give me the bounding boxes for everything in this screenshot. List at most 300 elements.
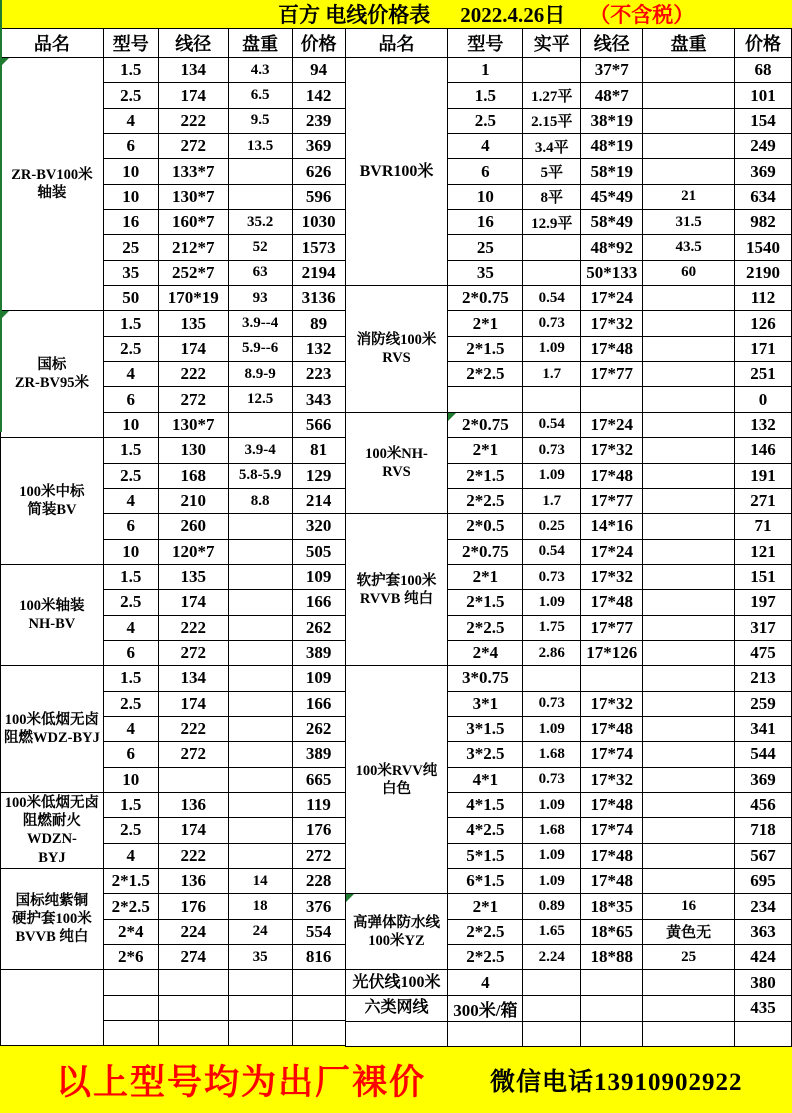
cell-left-g1-r1-c3: 132: [292, 336, 345, 361]
cell-right-g5-r2-c1: 2.24: [523, 945, 581, 970]
cell-left-g2-r2-c0: 4: [103, 488, 158, 513]
cell-left-g2-r1-c1: 168: [158, 463, 228, 488]
cell-left-g2-r0-c2: 3.9-4: [228, 438, 292, 463]
cell-right-g0-r7-c3: 43.5: [643, 235, 735, 260]
cell-left-g2-r1-c2: 5.8-5.9: [228, 463, 292, 488]
table-row: [345, 286, 791, 311]
cell-right-g1-r3-c0: 2*2.5: [448, 362, 523, 387]
cell-left-g1-r2-c3: 223: [292, 362, 345, 387]
cell-right-g0-r4-c0: 6: [448, 159, 523, 184]
cell-left-trailing-r1-c0: [103, 995, 158, 1020]
cell-right-g4-r6-c2: 17*74: [581, 818, 643, 843]
cell-right-g2-r2-c3: [643, 463, 735, 488]
cell-left-g5-r2-c3: 272: [292, 843, 345, 868]
group-name-left-g3: 100米轴装 NH-BV: [1, 564, 104, 665]
cell-right-g0-r8-c2: 50*133: [581, 260, 643, 285]
cell-left-g3-r2-c2: [228, 615, 292, 640]
cell-right-g3-r5-c3: [643, 640, 735, 665]
cell-left-g0-r3-c1: 272: [158, 134, 228, 159]
cell-right-g1-r3-c4: 251: [735, 362, 792, 387]
cell-right-g0-r6-c2: 58*49: [581, 210, 643, 235]
cell-left-g3-r1-c1: 174: [158, 590, 228, 615]
cell-left-g1-r4-c0: 10: [103, 412, 158, 437]
table-row: [345, 58, 791, 83]
table-row: [345, 514, 791, 539]
group-name-right-g4: 100米RVV纯 白色: [345, 666, 448, 894]
cell-right-trailing-r0-c2: [581, 1021, 643, 1046]
cell-right-g1-r2-c0: 2*1.5: [448, 336, 523, 361]
cell-right-g4-r6-c0: 4*2.5: [448, 818, 523, 843]
cell-left-g3-r3-c0: 6: [103, 640, 158, 665]
table-row: [1, 564, 346, 589]
cell-right-g2-r0-c4: 132: [735, 412, 792, 437]
cell-left-g1-r3-c3: 343: [292, 387, 345, 412]
cell-right-g4-r4-c3: [643, 767, 735, 792]
cell-right-g1-r4-c0: [448, 387, 523, 412]
cell-right-g5-r1-c2: 18*65: [581, 919, 643, 944]
cell-right-g3-r0-c0: 2*0.5: [448, 514, 523, 539]
cell-left-g1-r1-c0: 2.5: [103, 336, 158, 361]
cell-right-g3-r3-c0: 2*1.5: [448, 590, 523, 615]
cell-left-g1-r4-c1: 130*7: [158, 412, 228, 437]
cell-right-g1-r3-c3: [643, 362, 735, 387]
table-row: [1, 869, 346, 894]
cell-left-g1-r3-c1: 272: [158, 387, 228, 412]
cell-right-g4-r1-c4: 259: [735, 691, 792, 716]
cell-right-g4-r3-c0: 3*2.5: [448, 742, 523, 767]
cell-right-g2-r1-c2: 17*32: [581, 438, 643, 463]
group-name-right-g3: 软护套100米 RVVB 纯白: [345, 514, 448, 666]
cell-left-g0-r4-c1: 133*7: [158, 159, 228, 184]
cell-right-g1-r1-c3: [643, 311, 735, 336]
cell-right-g1-r4-c3: [643, 387, 735, 412]
cell-left-g3-r0-c1: 135: [158, 564, 228, 589]
group-name-left-g0: ZR-BV100米 轴装: [1, 58, 104, 311]
cell-left-g0-r6-c2: 35.2: [228, 210, 292, 235]
cell-left-g2-r1-c0: 2.5: [103, 463, 158, 488]
cell-left-g0-r8-c0: 35: [103, 260, 158, 285]
cell-left-g2-r3-c0: 6: [103, 514, 158, 539]
cell-right-trailing-r0-c1: [523, 1021, 581, 1046]
cell-right-g0-r5-c3: 21: [643, 184, 735, 209]
cell-right-g2-r1-c3: [643, 438, 735, 463]
cell-left-g2-r4-c3: 505: [292, 539, 345, 564]
cell-right-g4-r5-c3: [643, 792, 735, 817]
cell-left-g0-r7-c0: 25: [103, 235, 158, 260]
cell-left-g5-r1-c1: 174: [158, 818, 228, 843]
cell-right-g0-r5-c2: 45*49: [581, 184, 643, 209]
cell-left-g0-r1-c3: 142: [292, 83, 345, 108]
cell-left-g5-r1-c2: [228, 818, 292, 843]
cell-left-g3-r3-c2: [228, 640, 292, 665]
cell-right-g1-r1-c1: 0.73: [523, 311, 581, 336]
cell-left-g0-r6-c3: 1030: [292, 210, 345, 235]
cell-left-g3-r1-c0: 2.5: [103, 590, 158, 615]
cell-left-g5-r2-c1: 222: [158, 843, 228, 868]
cell-left-g5-r0-c1: 136: [158, 792, 228, 817]
cell-right-g0-r4-c2: 58*19: [581, 159, 643, 184]
group-name-left-g2: 100米中标 简装BV: [1, 438, 104, 565]
cell-left-g3-r2-c0: 4: [103, 615, 158, 640]
cell-right-g4-r2-c0: 3*1.5: [448, 716, 523, 741]
cell-right-g0-r7-c4: 1540: [735, 235, 792, 260]
cell-right-trailing-r0-c4: [735, 1021, 792, 1046]
cell-right-g1-r0-c3: [643, 286, 735, 311]
cell-right-g4-r8-c2: 17*48: [581, 869, 643, 894]
cell-right-g0-r2-c3: [643, 108, 735, 133]
cell-left-g4-r1-c3: 166: [292, 691, 345, 716]
table-row: [345, 1021, 791, 1046]
cell-right-g5-r1-c4: 363: [735, 919, 792, 944]
column-header-left-0: 品名: [1, 29, 104, 58]
cell-left-g1-r4-c3: 566: [292, 412, 345, 437]
group-name-left-g6: 国标纯紫铜 硬护套100米 BVVB 纯白: [1, 869, 104, 970]
cell-left-trailing-r0-c1: [158, 970, 228, 995]
cell-left-g4-r2-c0: 4: [103, 716, 158, 741]
cell-right-g1-r1-c2: 17*32: [581, 311, 643, 336]
cell-right-g2-r3-c4: 271: [735, 488, 792, 513]
cell-left-g4-r2-c3: 262: [292, 716, 345, 741]
cell-left-trailing-r2-c0: [103, 1021, 158, 1046]
cell-right-g6-r0-c1: [523, 970, 581, 995]
cell-left-g1-r0-c1: 135: [158, 311, 228, 336]
cell-right-g3-r4-c0: 2*2.5: [448, 615, 523, 640]
cell-left-g5-r2-c2: [228, 843, 292, 868]
cell-left-g2-r4-c1: 120*7: [158, 539, 228, 564]
cell-right-g0-r5-c4: 634: [735, 184, 792, 209]
cell-right-g1-r2-c2: 17*48: [581, 336, 643, 361]
cell-left-g0-r1-c0: 2.5: [103, 83, 158, 108]
cell-left-g4-r3-c3: 389: [292, 742, 345, 767]
cell-right-g3-r1-c2: 17*24: [581, 539, 643, 564]
cell-right-g5-r0-c4: 234: [735, 894, 792, 919]
cell-right-g5-r0-c2: 18*35: [581, 894, 643, 919]
cell-right-g4-r0-c3: [643, 666, 735, 691]
cell-right-g4-r6-c3: [643, 818, 735, 843]
cell-left-g6-r0-c3: 228: [292, 869, 345, 894]
cell-right-g4-r7-c4: 567: [735, 843, 792, 868]
title-date: 2022.4.26日: [460, 3, 566, 27]
cell-left-g6-r0-c0: 2*1.5: [103, 869, 158, 894]
column-header-right-5: 价格: [735, 29, 792, 58]
table-row: [1, 438, 346, 463]
cell-right-g3-r2-c0: 2*1: [448, 564, 523, 589]
cell-left-g2-r3-c2: [228, 514, 292, 539]
cell-left-g2-r4-c2: [228, 539, 292, 564]
cell-right-g0-r7-c2: 48*92: [581, 235, 643, 260]
cell-right-g6-r0-c0: 4: [448, 970, 523, 995]
cell-left-trailing-r2-c3: [292, 1021, 345, 1046]
cell-left-g3-r0-c2: [228, 564, 292, 589]
cell-left-g2-r4-c0: 10: [103, 539, 158, 564]
cell-right-g3-r5-c4: 475: [735, 640, 792, 665]
cell-left-g0-r9-c3: 3136: [292, 286, 345, 311]
cell-right-g0-r6-c1: 12.9平: [523, 210, 581, 235]
group-name-right-g6: 光伏线100米: [345, 970, 448, 995]
cell-right-g1-r2-c1: 1.09: [523, 336, 581, 361]
cell-left-trailing-r0-c0: [103, 970, 158, 995]
cell-right-g4-r5-c1: 1.09: [523, 792, 581, 817]
cell-right-g1-r3-c1: 1.7: [523, 362, 581, 387]
cell-right-g4-r7-c0: 5*1.5: [448, 843, 523, 868]
cell-right-g3-r3-c1: 1.09: [523, 590, 581, 615]
cell-right-g3-r5-c0: 2*4: [448, 640, 523, 665]
cell-left-g0-r5-c2: [228, 184, 292, 209]
cell-right-g0-r8-c3: 60: [643, 260, 735, 285]
cell-right-g0-r5-c1: 8平: [523, 184, 581, 209]
cell-left-g0-r7-c3: 1573: [292, 235, 345, 260]
cell-left-g0-r4-c2: [228, 159, 292, 184]
cell-right-g4-r3-c2: 17*74: [581, 742, 643, 767]
cell-right-g2-r2-c4: 191: [735, 463, 792, 488]
cell-right-g0-r8-c4: 2190: [735, 260, 792, 285]
cell-left-g0-r1-c1: 174: [158, 83, 228, 108]
cell-right-g3-r5-c1: 2.86: [523, 640, 581, 665]
cell-right-g5-r1-c0: 2*2.5: [448, 919, 523, 944]
cell-right-g3-r2-c1: 0.73: [523, 564, 581, 589]
cell-left-g2-r2-c2: 8.8: [228, 488, 292, 513]
cell-right-g0-r4-c1: 5平: [523, 159, 581, 184]
cell-right-g3-r1-c1: 0.54: [523, 539, 581, 564]
cell-left-g6-r0-c2: 14: [228, 869, 292, 894]
cell-left-g6-r1-c3: 376: [292, 894, 345, 919]
group-name-left-trailing: [1, 970, 104, 1046]
cell-right-g4-r8-c3: [643, 869, 735, 894]
table-row: [1, 58, 346, 83]
cell-right-g4-r8-c1: 1.09: [523, 869, 581, 894]
cell-left-g4-r0-c0: 1.5: [103, 666, 158, 691]
cell-right-g7-r0-c4: 435: [735, 995, 792, 1021]
cell-right-g0-r6-c4: 982: [735, 210, 792, 235]
table-row: [1, 792, 346, 817]
cell-right-g6-r0-c3: [643, 970, 735, 995]
cell-right-g5-r0-c1: 0.89: [523, 894, 581, 919]
cell-right-trailing-r0-c0: [448, 1021, 523, 1046]
cell-right-g4-r1-c2: 17*32: [581, 691, 643, 716]
cell-right-g0-r2-c4: 154: [735, 108, 792, 133]
cell-right-g0-r3-c0: 4: [448, 134, 523, 159]
cell-right-g3-r3-c3: [643, 590, 735, 615]
cell-right-g4-r4-c1: 0.73: [523, 767, 581, 792]
column-header-left-2: 线径: [158, 29, 228, 58]
cell-right-g4-r5-c4: 456: [735, 792, 792, 817]
cell-right-g3-r5-c2: 17*126: [581, 640, 643, 665]
cell-right-g0-r8-c0: 35: [448, 260, 523, 285]
cell-left-g6-r2-c3: 554: [292, 919, 345, 944]
cell-left-g2-r2-c3: 214: [292, 488, 345, 513]
screen-edge-artifact: [0, 0, 2, 432]
cell-left-g1-r2-c2: 8.9-9: [228, 362, 292, 387]
group-name-right-g5: 高弹体防水线 100米YZ: [345, 894, 448, 970]
cell-left-g4-r4-c0: 10: [103, 767, 158, 792]
cell-right-g4-r5-c2: 17*48: [581, 792, 643, 817]
cell-left-g0-r0-c2: 4.3: [228, 58, 292, 83]
cell-left-g2-r0-c3: 81: [292, 438, 345, 463]
cell-left-g2-r1-c3: 129: [292, 463, 345, 488]
cell-right-g0-r2-c0: 2.5: [448, 108, 523, 133]
group-name-right-trailing: [345, 1021, 448, 1046]
cell-right-g0-r8-c1: [523, 260, 581, 285]
cell-right-g3-r0-c2: 14*16: [581, 514, 643, 539]
cell-right-g3-r2-c2: 17*32: [581, 564, 643, 589]
cell-right-g2-r3-c2: 17*77: [581, 488, 643, 513]
cell-left-g1-r0-c3: 89: [292, 311, 345, 336]
cell-left-g0-r3-c2: 13.5: [228, 134, 292, 159]
column-header-left-4: 价格: [292, 29, 345, 58]
cell-left-g6-r2-c2: 24: [228, 919, 292, 944]
cell-left-g4-r0-c1: 134: [158, 666, 228, 691]
cell-left-g1-r0-c2: 3.9--4: [228, 311, 292, 336]
cell-right-g3-r0-c3: [643, 514, 735, 539]
cell-left-g4-r4-c1: [158, 767, 228, 792]
cell-left-trailing-r0-c3: [292, 970, 345, 995]
cell-right-g3-r3-c2: 17*48: [581, 590, 643, 615]
column-header-left-1: 型号: [103, 29, 158, 58]
cell-left-g2-r0-c1: 130: [158, 438, 228, 463]
cell-right-g3-r0-c1: 0.25: [523, 514, 581, 539]
cell-right-g2-r0-c0: 2*0.75: [448, 412, 523, 437]
cell-right-g0-r6-c3: 31.5: [643, 210, 735, 235]
cell-right-g0-r1-c2: 48*7: [581, 83, 643, 108]
cell-right-g1-r2-c4: 171: [735, 336, 792, 361]
cell-left-g2-r3-c3: 320: [292, 514, 345, 539]
cell-right-g4-r7-c2: 17*48: [581, 843, 643, 868]
cell-right-g7-r0-c2: [581, 995, 643, 1021]
table-row: [1, 666, 346, 691]
cell-right-g4-r3-c4: 544: [735, 742, 792, 767]
cell-left-g1-r4-c2: [228, 412, 292, 437]
cell-left-g6-r0-c1: 136: [158, 869, 228, 894]
footer-bar: [0, 1046, 792, 1113]
cell-right-g2-r3-c1: 1.7: [523, 488, 581, 513]
cell-right-g4-r2-c1: 1.09: [523, 716, 581, 741]
cell-right-g4-r5-c0: 4*1.5: [448, 792, 523, 817]
cell-right-g1-r0-c0: 2*0.75: [448, 286, 523, 311]
cell-left-g0-r0-c3: 94: [292, 58, 345, 83]
cell-right-g6-r0-c2: [581, 970, 643, 995]
cell-right-g2-r2-c1: 1.09: [523, 463, 581, 488]
cell-right-g1-r1-c4: 126: [735, 311, 792, 336]
table-row: [345, 894, 791, 919]
cell-left-g0-r6-c0: 16: [103, 210, 158, 235]
cell-left-g3-r2-c3: 262: [292, 615, 345, 640]
cell-left-g4-r3-c0: 6: [103, 742, 158, 767]
cell-right-g3-r1-c4: 121: [735, 539, 792, 564]
cell-right-g1-r4-c4: 0: [735, 387, 792, 412]
cell-right-g0-r0-c2: 37*7: [581, 58, 643, 83]
column-header-right-2: 实平: [523, 29, 581, 58]
group-name-right-g1: 消防线100米 RVS: [345, 286, 448, 413]
group-name-left-g4: 100米低烟无卤 阻燃WDZ-BYJ: [1, 666, 104, 793]
cell-right-g3-r4-c4: 317: [735, 615, 792, 640]
cell-right-g0-r0-c4: 68: [735, 58, 792, 83]
cell-left-g0-r2-c2: 9.5: [228, 108, 292, 133]
cell-right-g0-r7-c0: 25: [448, 235, 523, 260]
cell-left-g4-r1-c2: [228, 691, 292, 716]
table-row: [1, 311, 346, 336]
cell-left-g0-r8-c3: 2194: [292, 260, 345, 285]
cell-right-g1-r4-c1: [523, 387, 581, 412]
cell-right-g5-r0-c3: 16: [643, 894, 735, 919]
cell-left-g0-r1-c2: 6.5: [228, 83, 292, 108]
cell-right-g4-r6-c1: 1.68: [523, 818, 581, 843]
cell-left-g4-r0-c2: [228, 666, 292, 691]
cell-left-g1-r1-c2: 5.9--6: [228, 336, 292, 361]
cell-right-g0-r1-c3: [643, 83, 735, 108]
cell-right-g0-r3-c3: [643, 134, 735, 159]
cell-left-g2-r3-c1: 260: [158, 514, 228, 539]
cell-left-g4-r2-c1: 222: [158, 716, 228, 741]
cell-right-g5-r2-c4: 424: [735, 945, 792, 970]
cell-right-g4-r3-c3: [643, 742, 735, 767]
cell-right-g4-r1-c0: 3*1: [448, 691, 523, 716]
cell-right-g0-r2-c2: 38*19: [581, 108, 643, 133]
cell-left-trailing-r1-c1: [158, 995, 228, 1020]
cell-left-g6-r3-c3: 816: [292, 945, 345, 970]
column-header-right-1: 型号: [448, 29, 523, 58]
cell-right-g2-r3-c3: [643, 488, 735, 513]
cell-right-g4-r7-c1: 1.09: [523, 843, 581, 868]
cell-right-g0-r1-c0: 1.5: [448, 83, 523, 108]
cell-left-g6-r2-c0: 2*4: [103, 919, 158, 944]
cell-right-g0-r4-c3: [643, 159, 735, 184]
cell-left-g6-r1-c1: 176: [158, 894, 228, 919]
cell-right-g4-r4-c4: 369: [735, 767, 792, 792]
cell-right-g4-r0-c2: [581, 666, 643, 691]
cell-left-g3-r0-c0: 1.5: [103, 564, 158, 589]
cell-right-g3-r4-c2: 17*77: [581, 615, 643, 640]
table-row: [345, 995, 791, 1021]
cell-left-g4-r1-c1: 174: [158, 691, 228, 716]
cell-right-g0-r3-c1: 3.4平: [523, 134, 581, 159]
cell-right-g0-r7-c1: [523, 235, 581, 260]
cell-right-g5-r1-c3: 黄色无: [643, 919, 735, 944]
table-row: [345, 666, 791, 691]
cell-right-g5-r0-c0: 2*1: [448, 894, 523, 919]
table-row: [345, 970, 791, 995]
title-tax-note: （不含税）: [589, 3, 695, 27]
cell-left-g4-r2-c2: [228, 716, 292, 741]
cell-right-g2-r2-c2: 17*48: [581, 463, 643, 488]
group-name-right-g0: BVR100米: [345, 58, 448, 286]
cell-right-g5-r2-c2: 18*88: [581, 945, 643, 970]
group-name-right-g2: 100米NH- RVS: [345, 412, 448, 513]
table-row: [345, 412, 791, 437]
cell-left-g6-r1-c2: 18: [228, 894, 292, 919]
cell-right-g0-r0-c0: 1: [448, 58, 523, 83]
footer-notice: 以上型号均为出厂裸价: [56, 1062, 427, 1102]
cell-left-g0-r4-c3: 626: [292, 159, 345, 184]
cell-left-trailing-r1-c2: [228, 995, 292, 1020]
cell-right-g0-r1-c4: 101: [735, 83, 792, 108]
cell-right-g7-r0-c0: 300米/箱: [448, 995, 523, 1021]
cell-left-g6-r3-c2: 35: [228, 945, 292, 970]
cell-left-g1-r3-c0: 6: [103, 387, 158, 412]
cell-left-g6-r3-c0: 2*6: [103, 945, 158, 970]
cell-left-g0-r2-c3: 239: [292, 108, 345, 133]
cell-right-trailing-r0-c3: [643, 1021, 735, 1046]
cell-right-g7-r0-c3: [643, 995, 735, 1021]
cell-left-g0-r4-c0: 10: [103, 159, 158, 184]
cell-left-g0-r8-c2: 63: [228, 260, 292, 285]
cell-left-g2-r0-c0: 1.5: [103, 438, 158, 463]
cell-left-g3-r1-c3: 166: [292, 590, 345, 615]
cell-left-g4-r4-c3: 665: [292, 767, 345, 792]
cell-left-g0-r3-c3: 369: [292, 134, 345, 159]
cell-left-g3-r0-c3: 109: [292, 564, 345, 589]
cell-right-g3-r0-c4: 71: [735, 514, 792, 539]
cell-left-g2-r2-c1: 210: [158, 488, 228, 513]
